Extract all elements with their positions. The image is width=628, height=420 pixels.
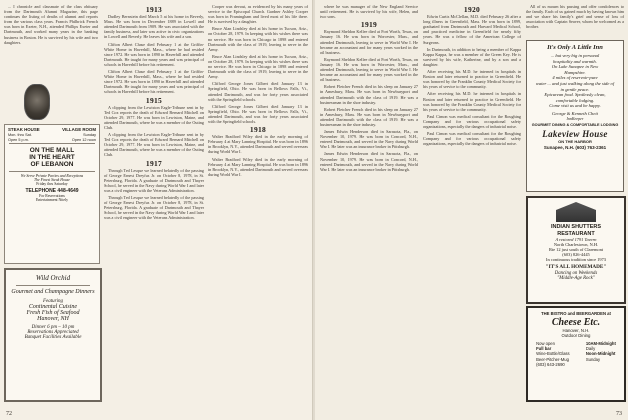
fresh-fish: Fresh Fish of Seafood <box>26 310 80 316</box>
now-open: Now open <box>536 341 555 346</box>
obituary-paragraph: Robert Fletcher French died in his sleep on January 27 in Amesbury, Mass. He was born in Newburyport and attended Dartmouth with the class of 1919. He was a businessman in the shoe industry. <box>320 106 418 127</box>
wild-orchid-ad <box>4 268 102 402</box>
private-parties: We Serve Private Parties and Receptions <box>20 174 84 178</box>
wild-orchid-tagline: Gourmet and Champagne Dinners <box>11 289 95 295</box>
inn-line: Hampshire. <box>564 69 586 75</box>
obituary-paragraph: where he was manager of the New England Service until retirement. He is survived by his wife, Helen, and two sons. <box>320 4 418 20</box>
tavern-drawing <box>556 202 596 222</box>
innkeeper-names: George & Kenneth Cheit <box>552 110 598 116</box>
obituary-paragraph: Clifford George Jones Gilbert died January 13 in Springfield, Ohio. He was born in Bellows Falls, Vt., attended Dartmouth, and was for forty years associated with the Springfield schools. <box>208 81 308 102</box>
little-inn-ad <box>526 40 624 192</box>
restored-tavern: A restored 1791 Tavern <box>555 237 597 242</box>
hours-sunday: Sunday <box>585 356 601 362</box>
obituary-paragraph: Walter Bradford Wiley died in the early morning of February 4 at Mary Lanning Hospital. He was born in 1896 in Brooklyn, N.Y., attended Dartmouth and served overseas during World War I. <box>208 156 308 177</box>
obituary-paragraph: Bruce Alan Lindsley died at his home in Tucson, Ariz., on October 28, 1979. In keeping with his wishes there was no service. He was born in Chicago in 1898 and entered Dartmouth with the class of 1919, leaving to serve in the Army. <box>208 53 308 80</box>
year-heading: 1920 <box>463 5 481 14</box>
featuring: Featuring <box>43 299 63 304</box>
indian-shutters-ad <box>526 196 626 304</box>
obituary-paragraph: Clifford George Jones Gilbert died January 13 in Springfield, Ohio. He was born in Bellows Falls, Vt., attended Dartmouth, and was for forty years associated with the Springfield schools. <box>208 103 308 124</box>
obituary-paragraph: Dudley Bernstein died March 5 at his home in Beverly, Mass. He was born in December 1889 in Lowell and attended Dartmouth from 1909. He was associated with the family business, and later was active in civic organizations in Lowell and Beverly. He leaves his wife and a son. <box>104 14 204 40</box>
obituary-paragraph: Cooper was devout, as evidenced by his many years of service to the Episcopal Church. Gardner Ashley Cooper was born in Framingham and lived most of his life there. He is survived by a daughter. <box>208 4 308 25</box>
open-5pm: Open 5 p.m. <box>8 138 29 142</box>
bistro-location: Hanover, N.H. <box>562 328 590 333</box>
obituary-paragraph: All of us mourn his passing and offer condolences to the family. Each of us gained much by having known him and we share his family's grief and sense of loss of association with Captain Seaver, whom he welcomed as a brother. <box>526 4 624 30</box>
hours-noon: Noon-Midnight <box>585 351 616 357</box>
obituary-paragraph: James Edwin Henderson died in Sarasota, Fla., on November 10, 1979. He was born in Concord, N.H., entered Dartmouth, and served in the Navy during World War I. He later was an insurance broker in Pittsburgh. <box>320 129 418 150</box>
building-photo <box>24 84 50 120</box>
obituary-paragraph: Raymond Sheldon Kellee died at Fort Worth, Texas, on January 16. He was born in Worcester, Mass., and attended Dartmouth, leaving to serve in World War I. He became an accountant and for many years worked in the oil business. <box>320 29 418 55</box>
steak-house-ad <box>4 124 100 264</box>
right-col3-text <box>526 4 624 31</box>
obituary-paragraph: Clifton Albert Chase died February 1 at the Griffin-White Home in Haverhill, Mass., where he had resided since 1972. He was born in 1890 in Haverhill and attended Dartmouth. He taught for many years and was principal of schools in Haverhill before his retirement. <box>104 41 204 67</box>
left-col3 <box>208 4 308 179</box>
all-homemade: "IT'S ALL HOMEMADE" <box>545 264 607 270</box>
obituary-paragraph: Edwin Curtis McClellan, M.D. died February 26 after a long illness in Greenfield, Mass. He was born in 1899, graduated from Dartmouth and Harvard Medical School, and practiced medicine in Greenfield for nearly fifty years. He was a fellow of the American College of Surgeons. <box>423 14 521 45</box>
right-page <box>315 0 628 420</box>
year-heading: 1917 <box>145 158 163 168</box>
year-heading: 1915 <box>145 95 163 105</box>
year-heading: 1919 <box>360 20 378 30</box>
obituary-paragraph: Through Ted Lesque we learned belatedly of the passing of George Ernest Dreyfus Jr. on October 8, 1978, in St. Petersburg, Florida. A graduate of Dartmouth and Thayer School, he served in the Navy during World War I and later was a civil engineer with the Veterans Administration. <box>104 167 204 193</box>
obituary-paragraph: After receiving his M.D. he interned in hospitals in Boston and later returned to practice in Greenfield. He was honored by the Franklin County Medical Society for his years of service to the community. <box>423 69 521 90</box>
dinner-hours: Dinner 6 pm – 10 pm <box>31 325 75 330</box>
obituary-paragraph: Bruce Alan Lindsley died at his home in Tucson, Ariz., on October 28, 1979. In keeping with his wishes there was no service. He was born in Chicago in 1898 and entered Dartmouth with the class of 1919, leaving to serve in the Army. <box>208 26 308 52</box>
obituary-paragraph: Paul Cimon was medical consultant for the Roughing Company and for various occupational safety organizations, especially the dangers of industrial noise. <box>423 113 521 129</box>
left-col2 <box>104 4 204 223</box>
for-reservations: For Reservations <box>39 194 65 198</box>
right-col2 <box>423 4 521 148</box>
little-inn-title: It's Only A Little Inn <box>547 44 603 51</box>
inn-line: comfortable lodging. <box>555 97 595 103</box>
obituary-paragraph: Clifton Albert Chase died February 1 at the Griffin-White Home in Haverhill, Mass., where he had resided since 1972. He was born in 1890 in Haverhill and attended Dartmouth. He taught for many years and was principal of schools in Haverhill before his retirement. <box>104 69 204 95</box>
middle-age-rock: "Middle-Age Rock" <box>557 276 595 281</box>
obituary-paragraph: Raymond Sheldon Kellee died at Fort Worth, Texas, on January 16. He was born in Worcester, Mass., and attended Dartmouth, leaving to serve in World War I. He became an accountant and for many years worked in the oil business. <box>320 56 418 83</box>
indian-shutters-title: INDIAN SHUTTERS RESTAURANT <box>550 224 602 237</box>
telephone: TELEPHONE 448-4649 <box>25 188 79 194</box>
inn-line: Come visit us and be happy. <box>549 103 601 109</box>
year-heading: 1913 <box>145 5 163 14</box>
obituary-paragraph: James Edwin Henderson died in Sarasota, Fla., on November 10, 1979. He was born in Concord, N.H., entered Dartmouth, and served in the Navy during World War I. He later was an insurance broker in Pittsburgh. <box>320 151 418 172</box>
in-the-heart: IN THE HEART <box>29 154 75 161</box>
steak-house-label: STEAK HOUSE <box>8 127 40 132</box>
right-col1 <box>320 4 418 174</box>
banquet-facilities: Banquet Facilities Available <box>24 335 82 340</box>
continuous-tradition: In continuous tradition since 1973 <box>546 257 606 262</box>
inn-line: water ... and just walking along the side of <box>535 80 615 86</box>
inn-line: ... but very big in personal <box>550 53 600 58</box>
north-charlestown: North Charlestown, N.H. <box>553 242 599 247</box>
continental-cuisine: Continental Cuisine <box>28 304 78 310</box>
left-page <box>0 0 313 420</box>
full-bar: Full bar <box>536 346 552 352</box>
left-col1-text <box>4 4 98 47</box>
inn-line: 4 miles of reservoir-pure <box>552 75 598 81</box>
obituary-paragraph: Paul Cimon was medical consultant for the Roughing Company and for various occupational safety organizations, especially the dangers of industrial noise. <box>423 131 521 147</box>
beer-pitcher: Beer-Pitcher-Mug <box>536 356 569 362</box>
obituary-paragraph: After receiving his M.D. he interned in hospitals in Boston and later returned to practice in Greenfield. He was honored by the Franklin County Medical Society for his years of service to the community. <box>423 91 521 112</box>
bistro-phone: (603) 643-2690 <box>536 361 565 367</box>
lakeview-house: Lakeview House <box>542 128 608 139</box>
bistro-title: THE BISTRO and BEERGARDEN at <box>541 311 611 316</box>
hanover-nh: Hanover, NH <box>37 316 69 322</box>
hours-monsat: Mon. thru Sat. <box>8 133 32 137</box>
obituary-paragraph: Robert Fletcher French died in his sleep on January 27 in Amesbury, Mass. He was born in Newburyport and attended Dartmouth with the class of 1919. He was a businessman in the shoe industry. <box>320 84 418 105</box>
obituary-paragraph: Through Ted Lesque we learned belatedly of the passing of George Ernest Dreyfus Jr. on October 8, 1978, in St. Petersburg, Florida. A graduate of Dartmouth and Thayer School, he served in the Navy during World War I and later was a civil engineer with the Veterans Administration. <box>104 195 204 221</box>
inn-line: in gentle peace. <box>560 86 590 92</box>
hours-daily: Daily <box>585 346 596 352</box>
wild-orchid-name: Wild Orchid <box>35 274 71 282</box>
inn-line: hospitality and warmth. <box>553 58 597 64</box>
reservations-appreciated: Reservations Appreciated <box>27 330 79 335</box>
finest-steak: The Finest Steak House <box>34 178 70 182</box>
route-12: Rte 12 just south of Claremont <box>548 247 604 252</box>
hours-10am: 10AM-Midnight <box>585 341 616 346</box>
wine-bottle: Wine-Bottle/Glass <box>536 351 570 357</box>
obituary-paragraph: Walter Bradford Wiley died in the early morning of February 4 at Mary Lanning Hospital. He was born in 1896 in Brooklyn, N.Y., attended Dartmouth and served overseas during World War I. <box>208 134 308 155</box>
inn-line: On Lake Sunapee in New <box>551 64 599 70</box>
obituary-paragraph: A clipping from the Lewiston Eagle-Tribune sent in by Ted Cox reports the death of Edward Bernard Mitchell on October 29, 1977. He was born in Lewiston, Maine, and attended Dartmouth, where he was a member of the Outing Club. <box>104 104 204 130</box>
open-noon: Open 12 noon <box>71 138 96 142</box>
year-heading: 1918 <box>249 125 267 135</box>
indian-shutters-phone: (603) 826-4445 <box>562 252 590 257</box>
village-room-label: VILLAGE ROOM <box>62 127 96 132</box>
on-the-mall: ON THE MALL <box>29 147 75 154</box>
page-number-left: 72 <box>6 411 12 417</box>
outdoor-dining: Outdoor Dining <box>561 333 591 338</box>
gourmet-dining: GOURMET DINING & COMFORTABLE LODGING <box>531 122 619 127</box>
page-number-right: 73 <box>616 411 622 417</box>
bistro-ad <box>526 306 626 402</box>
dancing-weekends: Dancing on Weekends <box>554 271 598 276</box>
inn-line: Epicurean food. Spotlessly clean, <box>544 92 606 98</box>
on-the-harbor: ON THE HARBOR <box>558 138 592 144</box>
lakeview-phone: Sunapee, N.H. (603) 763-2361 <box>543 144 607 150</box>
entertainment-nitely: Entertainment Nitely <box>36 198 68 202</box>
innkeeper-title: InnKeeper <box>566 115 584 121</box>
hours-sunday: Sunday <box>83 133 96 137</box>
friday-saturday: Friday thru Saturday <box>36 182 68 186</box>
of-lebanon: OF LEBANON <box>30 161 74 168</box>
cheese-etc: Cheese Etc. <box>551 317 601 328</box>
obituary-paragraph: A clipping from the Lewiston Eagle-Tribune sent in by Ted Cox reports the death of Edward Bernard Mitchell on October 29, 1977. He was born in Lewiston, Maine, and attended Dartmouth, where he was a member of the Outing Club. <box>104 132 204 158</box>
obituary-paragraph: ... I chronicle and classmate of the class obituary from the Dartmouth Alumni Magazine, this page continues the listing of deaths of alumni and reports from the various class years. Francis Philbrick French was born in Exeter, N.H., attended Phillips Exeter and Dartmouth, and worked many years in the banking business in Boston. He is survived by his wife and two daughters. <box>4 4 98 45</box>
obituary-paragraph: In Dartmouth, in addition to being a member of Kappa Kappa Kappa, he was a member of the Green Key. He is survived by his wife, Katherine, and by a son and a daughter. <box>423 46 521 67</box>
